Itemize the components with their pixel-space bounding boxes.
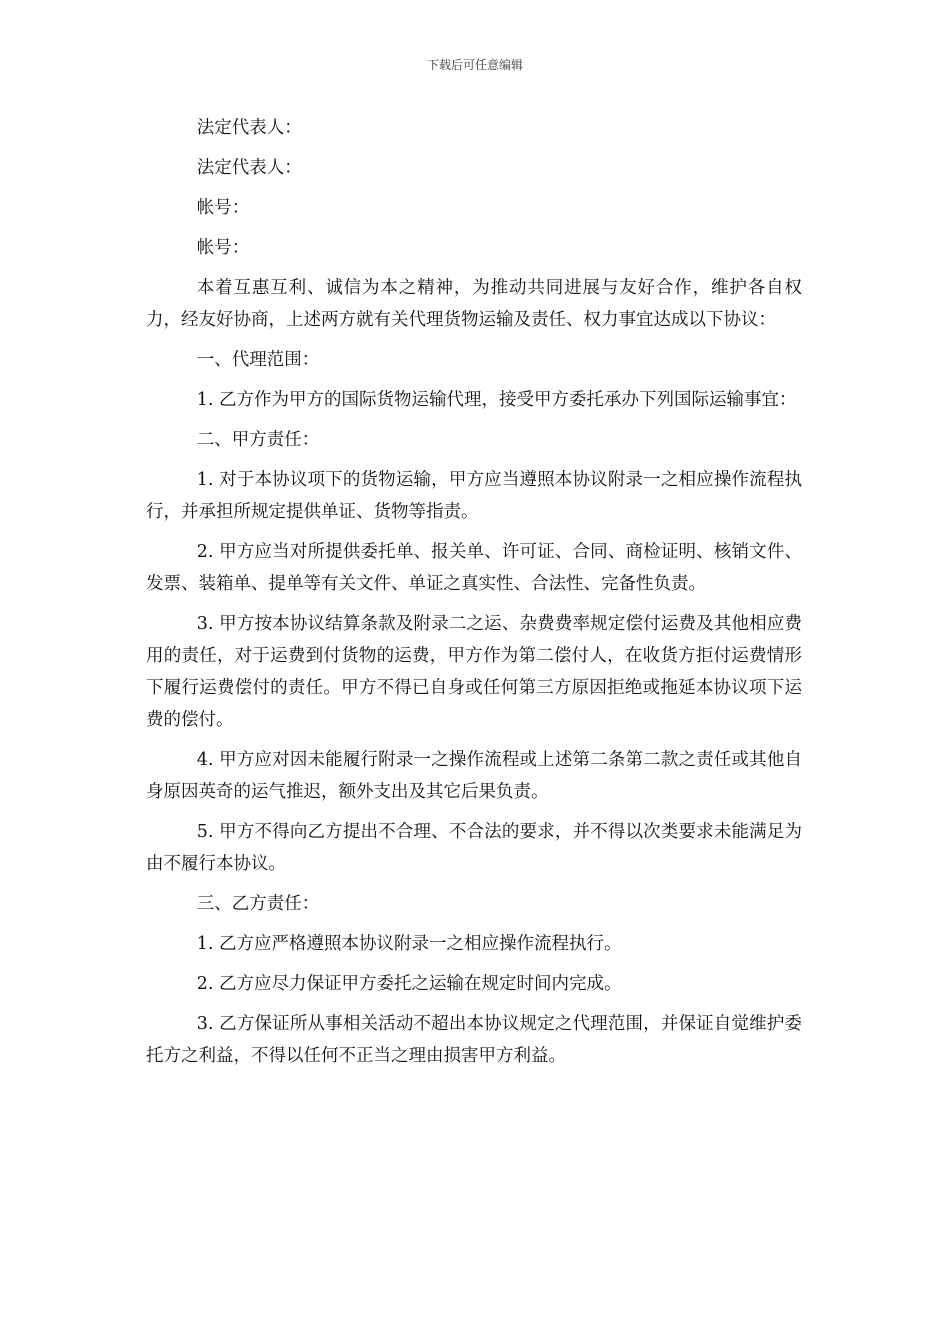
clause-paragraph: 1. 乙方作为甲方的国际货物运输代理，接受甲方委托承办下列国际运输事宜： [196, 390, 797, 410]
clause-paragraph: 2. 乙方应尽力保证甲方委托之运输在规定时间内完成。 [196, 974, 622, 994]
section-heading: 一、代理范围： [196, 350, 320, 370]
document-body [146, 112, 802, 1080]
clause-paragraph: 3. 乙方保证所从事相关活动不超出本协议规定之代理范围，并保证自觉维护委托方之利益，不得以任何不正当之理由损害甲方利益。 [146, 1014, 802, 1066]
clause-paragraph: 4. 甲方应对因未能履行附录一之操作流程或上述第二条第二款之责任或其他自身原因英奇的运气推迟，额外支出及其它后果负责。 [146, 750, 802, 802]
clause-paragraph: 5. 甲方不得向乙方提出不合理、不合法的要求，并不得以次类要求未能满足为由不履行本协议。 [146, 822, 802, 874]
section-heading: 二、甲方责任： [196, 430, 320, 450]
legal-representative-line: 法定代表人： [196, 158, 302, 178]
clause-paragraph: 2. 甲方应当对所提供委托单、报关单、许可证、合同、商检证明、核销文件、发票、装箱单、提单等有关文件、单证之真实性、合法性、完备性负责。 [146, 542, 802, 594]
clause-paragraph: 3. 甲方按本协议结算条款及附录二之运、杂费费率规定偿付运费及其他相应费用的责任，对于运费到付货物的运费，甲方作为第二偿付人，在收货方拒付运费情形下履行运费偿付的责任。甲方不得已自身或任何第三方原因拒绝或拖延本协议项下运费的偿付。 [146, 614, 802, 730]
account-number-line: 帐号： [196, 198, 250, 218]
legal-representative-line: 法定代表人： [196, 118, 302, 138]
clause-paragraph: 1. 乙方应严格遵照本协议附录一之相应操作流程执行。 [196, 934, 622, 954]
account-number-line: 帐号： [196, 238, 250, 258]
preamble-paragraph: 本着互惠互利、诚信为本之精神，为推动共同进展与友好合作，维护各自权力，经友好协商，上述两方就有关代理货物运输及责任、权力事宜达成以下协议： [146, 278, 802, 330]
clause-paragraph: 1. 对于本协议项下的货物运输，甲方应当遵照本协议附录一之相应操作流程执行，并承担所规定提供单证、货物等指责。 [146, 470, 802, 522]
section-heading: 三、乙方责任： [196, 894, 320, 914]
page-header-note: 下载后可任意编辑 [426, 58, 523, 72]
